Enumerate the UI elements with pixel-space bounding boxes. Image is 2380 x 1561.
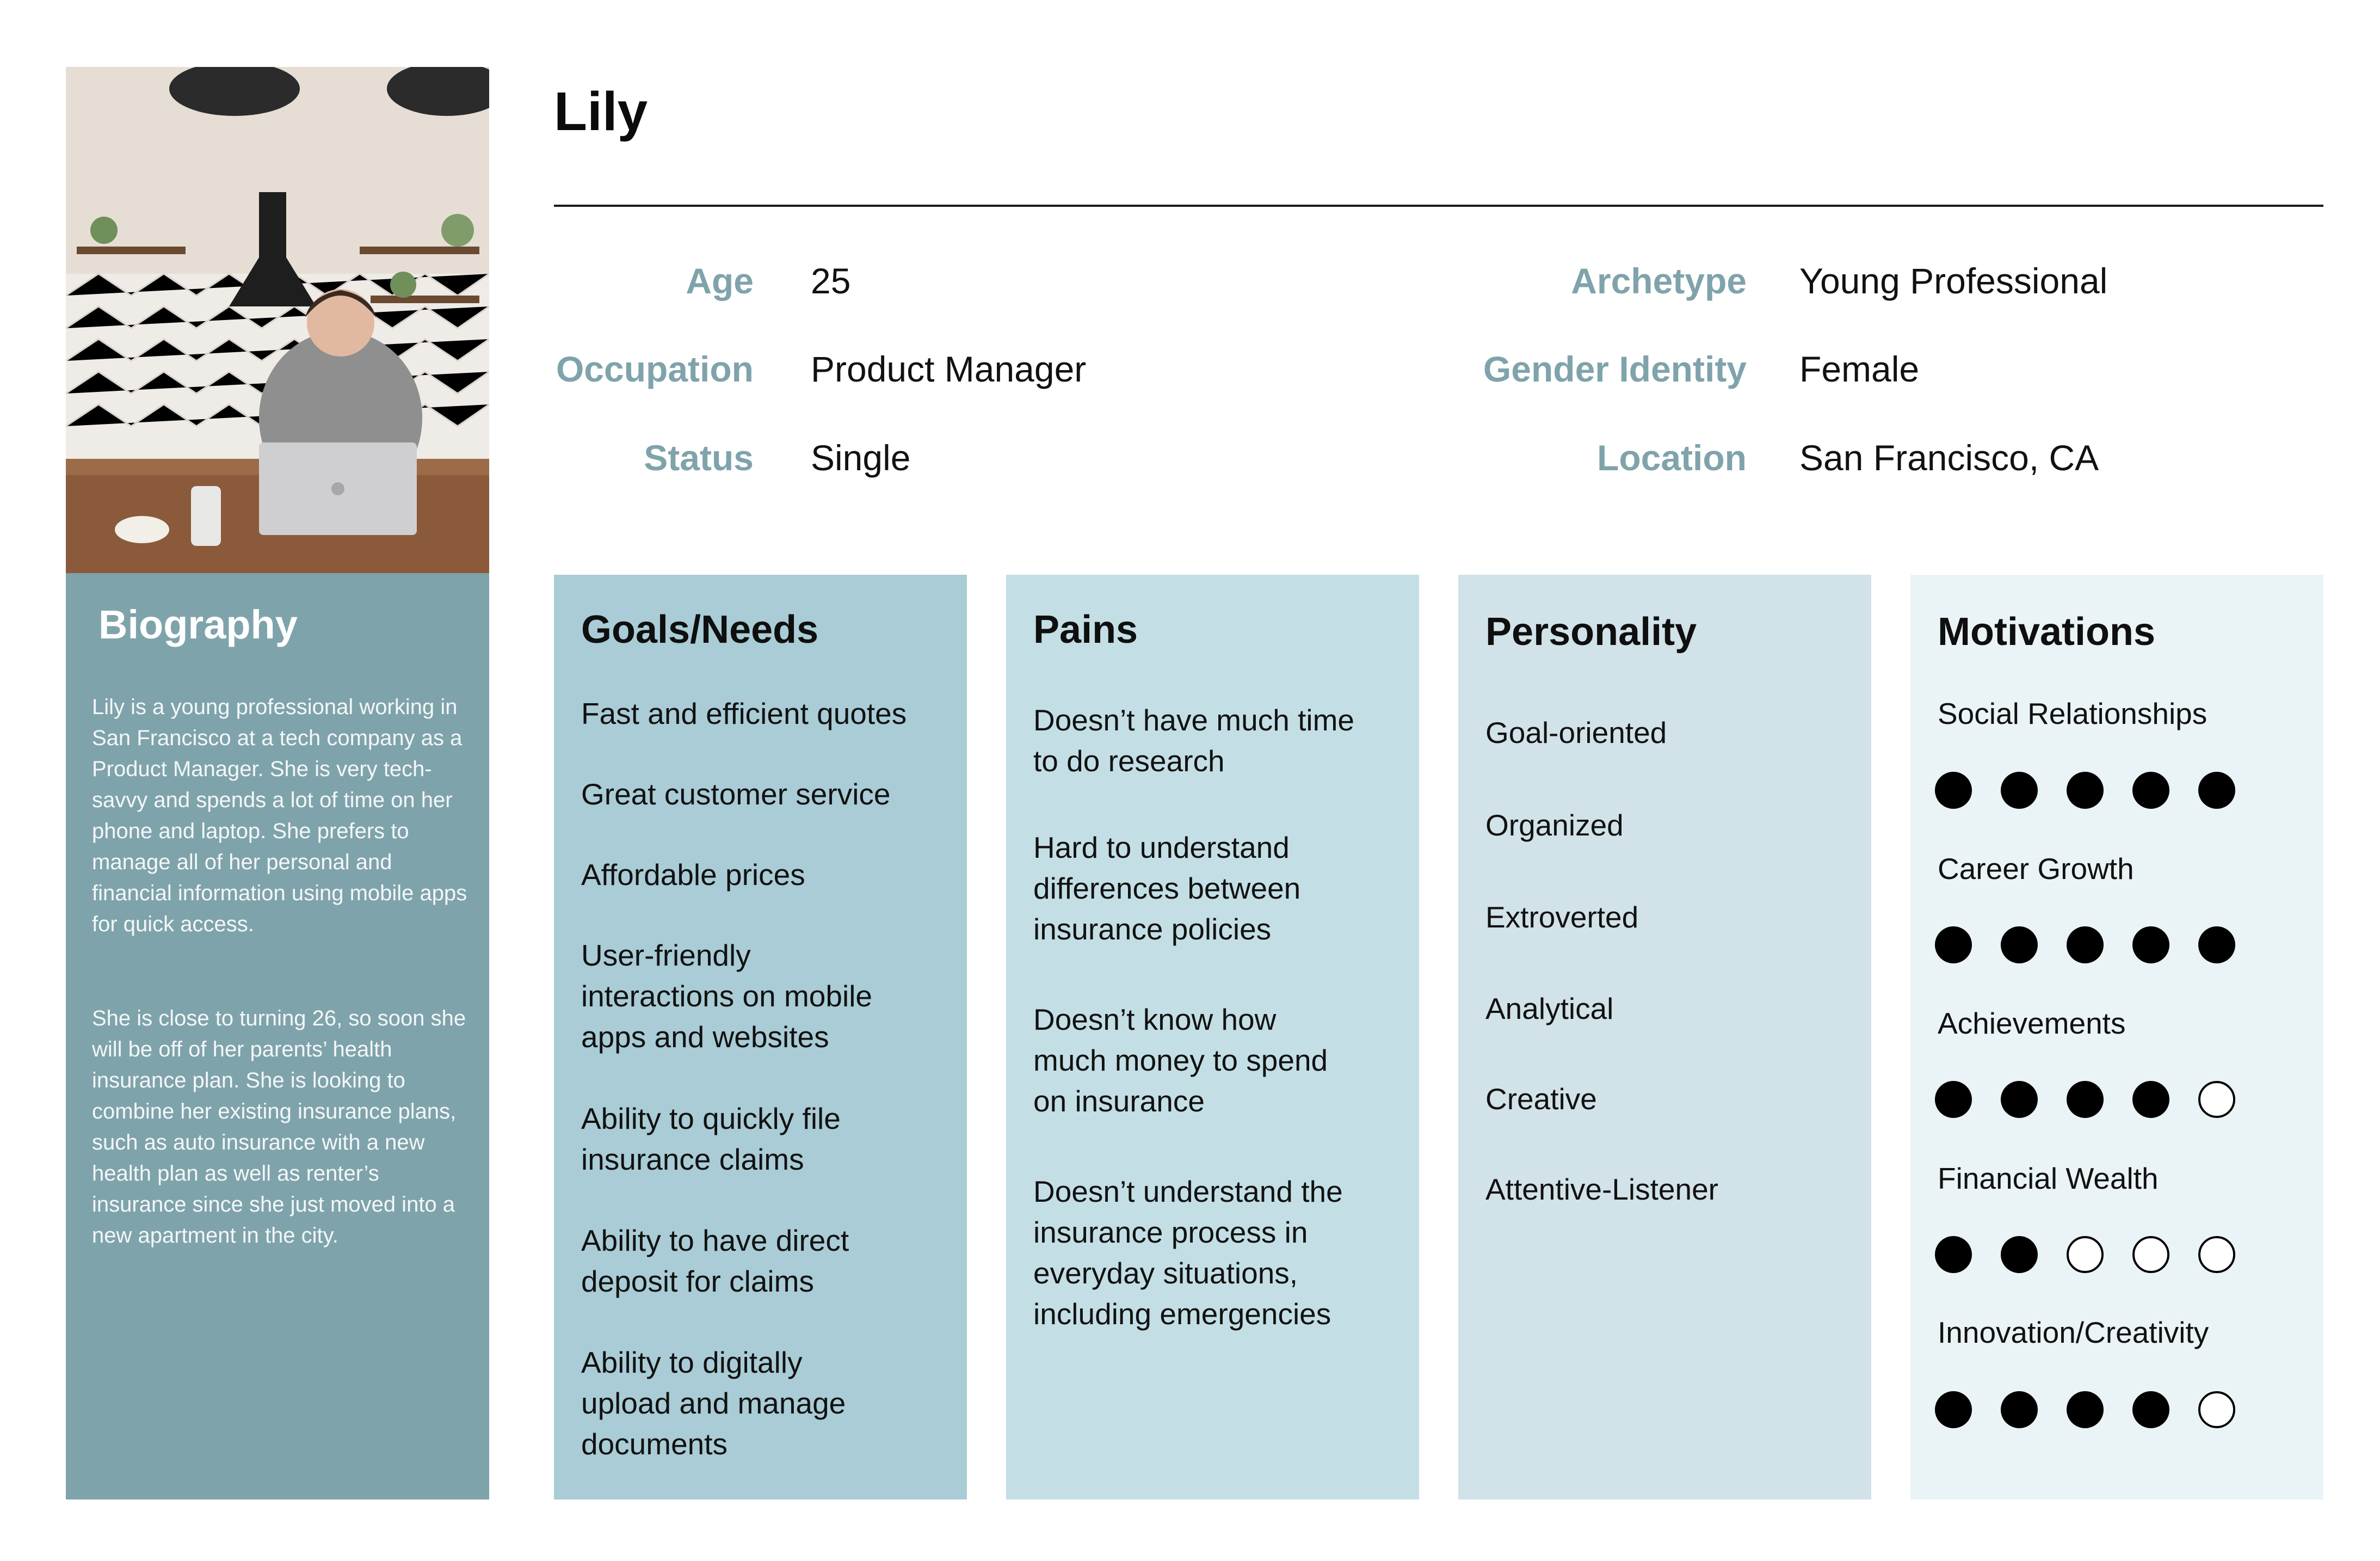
filled-dot-icon xyxy=(1935,926,1972,963)
filled-dot-icon xyxy=(2067,772,2104,809)
personality-trait: Extroverted xyxy=(1485,900,1639,934)
filled-dot-icon xyxy=(2067,1391,2104,1428)
location-label: Location xyxy=(1597,438,1747,478)
biography-panel xyxy=(66,573,489,1499)
archetype-value: Young Professional xyxy=(1799,261,2108,301)
personality-title: Personality xyxy=(1485,610,1697,654)
filled-dot-icon xyxy=(2198,926,2235,963)
filled-dot-icon xyxy=(2001,1391,2038,1428)
occupation-label: Occupation xyxy=(556,349,754,389)
persona-name: Lily xyxy=(554,81,648,142)
age-value: 25 xyxy=(811,261,851,301)
filled-dot-icon xyxy=(2067,926,2104,963)
pains-title: Pains xyxy=(1033,608,1138,652)
archetype-label: Archetype xyxy=(1571,261,1747,301)
filled-dot-icon xyxy=(1935,772,1972,809)
pain-item: Hard to understand differences between insurance policies xyxy=(1033,831,1301,946)
filled-dot-icon xyxy=(2132,1391,2169,1428)
location-value: San Francisco, CA xyxy=(1799,438,2099,478)
biography-paragraph-1: Lily is a young professional working in San Francisco at a tech company as a Product Manager. She is very tech-savvy and spends a lot of time on her phone and laptop. She prefers to manage all of her personal and financial information using mobile apps for quick access. xyxy=(92,695,467,936)
header-divider xyxy=(554,205,2323,207)
woman-with-laptop-photo xyxy=(66,67,489,573)
filled-dot-icon xyxy=(1935,1236,1972,1273)
filled-dot-icon xyxy=(2067,1081,2104,1118)
motivations-panel xyxy=(1910,575,2323,1499)
personality-trait: Analytical xyxy=(1485,992,1614,1025)
age-label: Age xyxy=(686,261,754,301)
goals-needs-title: Goals/Needs xyxy=(581,608,819,652)
gender-identity-value: Female xyxy=(1799,349,1920,389)
empty-dot-icon xyxy=(2198,1236,2235,1273)
personality-trait: Organized xyxy=(1485,808,1624,842)
goal-item: Fast and efficient quotes xyxy=(581,697,907,730)
filled-dot-icon xyxy=(2001,926,2038,963)
goal-item: Ability to have direct deposit for claims xyxy=(581,1224,849,1298)
goal-item: Affordable prices xyxy=(581,858,805,892)
personality-trait: Goal-oriented xyxy=(1485,716,1667,749)
motivations-title: Motivations xyxy=(1938,610,2156,654)
filled-dot-icon xyxy=(2132,1081,2169,1118)
empty-dot-icon xyxy=(2132,1236,2169,1273)
biography-title: Biography xyxy=(98,602,298,647)
filled-dot-icon xyxy=(2132,772,2169,809)
empty-dot-icon xyxy=(2198,1391,2235,1428)
pains-panel xyxy=(1006,575,1419,1499)
motivation-label: Achievements xyxy=(1938,1006,2126,1040)
gender-identity-label: Gender Identity xyxy=(1483,349,1747,389)
personality-trait: Creative xyxy=(1485,1082,1597,1116)
goals-needs-panel xyxy=(554,575,967,1499)
motivation-label: Social Relationships xyxy=(1938,697,2208,730)
empty-dot-icon xyxy=(2067,1236,2104,1273)
filled-dot-icon xyxy=(2001,772,2038,809)
filled-dot-icon xyxy=(2001,1081,2038,1118)
motivation-label: Innovation/Creativity xyxy=(1938,1316,2209,1349)
goal-item: User-friendly interactions on mobile apps and websites xyxy=(581,938,873,1054)
status-value: Single xyxy=(811,438,911,478)
goal-item: Ability to digitally upload and manage documents xyxy=(581,1345,846,1461)
biography-paragraph-2: She is close to turning 26, so soon she will be off of her parents’ health insurance plan. She is looking to combine her existing insurance plans, such as auto insurance with a new health plan as well as renter’s insurance since she just moved into a new apartment in the city. xyxy=(92,1006,466,1247)
pain-item: Doesn’t have much time to do research xyxy=(1033,703,1354,778)
personality-trait: Attentive-Listener xyxy=(1485,1172,1718,1206)
pain-item: Doesn’t understand the insurance process in everyday situations, including emergencies xyxy=(1033,1175,1343,1331)
pain-item: Doesn’t know how much money to spend on insurance xyxy=(1033,1003,1328,1118)
occupation-value: Product Manager xyxy=(811,349,1087,389)
filled-dot-icon xyxy=(1935,1081,1972,1118)
filled-dot-icon xyxy=(2198,772,2235,809)
empty-dot-icon xyxy=(2198,1081,2235,1118)
status-label: Status xyxy=(644,438,754,478)
goal-item: Ability to quickly file insurance claims xyxy=(581,1102,841,1176)
filled-dot-icon xyxy=(1935,1391,1972,1428)
persona-photo xyxy=(66,67,489,573)
goal-item: Great customer service xyxy=(581,777,891,811)
motivation-label: Financial Wealth xyxy=(1938,1161,2159,1195)
personality-panel xyxy=(1458,575,1871,1499)
filled-dot-icon xyxy=(2001,1236,2038,1273)
filled-dot-icon xyxy=(2132,926,2169,963)
motivation-label: Career Growth xyxy=(1938,852,2134,886)
